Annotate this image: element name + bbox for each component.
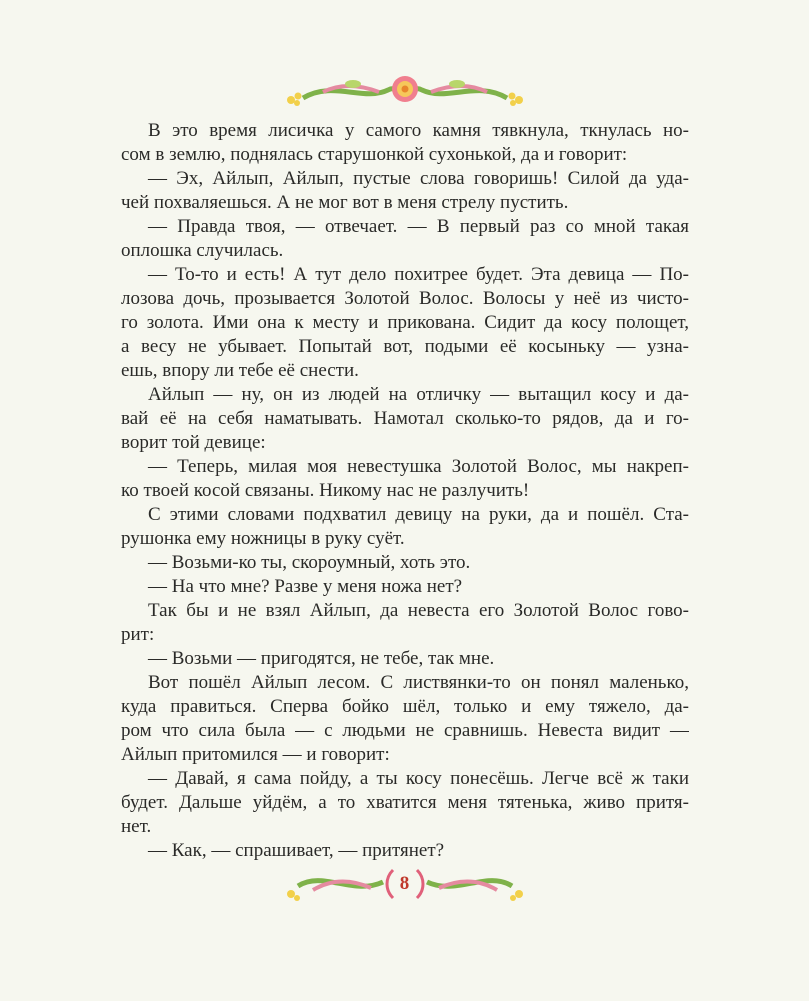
text-line: В это время лисичка у самого камня тявкнула, ткнулась но- (148, 120, 689, 141)
text-line: будет. Дальше уйдём, а то хватится меня тятенька, живо притя- (121, 792, 689, 813)
text-line: рит: (121, 624, 155, 645)
text-line: куда правиться. Сперва бойко шёл, только и ему тяжело, да- (121, 696, 689, 717)
text-line: ешь, впору ли тебе её снести. (121, 360, 359, 381)
text-line: го золота. Ими она к месту и прикована. Сидит да косу полощет, (121, 312, 689, 333)
text-line: — Возьми-ко ты, скороумный, хоть это. (148, 552, 471, 573)
text-line: — Возьми — пригодятся, не тебе, так мне. (148, 648, 495, 669)
text-line: ром что сила была — с людьми не сравнишь. Невеста видит — (121, 720, 689, 741)
text-line: — Давай, я сама пойду, а ты косу понесёшь. Легче всё ж таки (148, 768, 689, 789)
text-line: ко твоей косой связаны. Никому нас не разлучить! (121, 480, 530, 501)
text-line: сом в землю, поднялась старушонкой сухонькой, да и говорит: (121, 144, 628, 165)
text-line: — То-то и есть! А тут дело похитрее будет. Эта девица — По- (148, 264, 689, 285)
top-floral-ornament (283, 72, 527, 108)
text-line: — Теперь, милая моя невестушка Золотой Волос, мы накреп- (148, 456, 689, 477)
text-line: чей похваляешься. А не мог вот в меня стрелу пустить. (121, 192, 569, 213)
text-line: рушонка ему ножницы в руку суёт. (121, 528, 405, 549)
story-text (121, 119, 689, 863)
text-line: лозова дочь, прозывается Золотой Волос. Волосы у неё из чисто- (121, 288, 689, 309)
text-line: нет. (121, 816, 152, 837)
text-line: — На что мне? Разве у меня ножа нет? (148, 576, 463, 597)
text-line: ворит той девице: (121, 432, 266, 453)
text-line: Айлып притомился — и говорит: (121, 744, 390, 765)
text-line: Айлып — ну, он из людей на отличку — вытащил косу и да- (148, 384, 689, 405)
text-line: — Правда твоя, — отвечает. — В первый раз со мной такая (148, 216, 689, 237)
text-line: — Как, — спрашивает, — притянет? (148, 840, 445, 861)
text-line: вай её на себя наматывать. Намотал сколько-то рядов, да и го- (121, 408, 689, 429)
text-line: оплошка случилась. (121, 240, 284, 261)
page-number: 8 (399, 873, 410, 894)
text-line: Так бы и не взял Айлып, да невеста его Золотой Волос гово- (148, 600, 689, 621)
text-line: Вот пошёл Айлып лесом. С листвянки-то он понял маленько, (148, 672, 689, 693)
text-line: а весу не убывает. Попытай вот, подыми её косыньку — узна- (121, 336, 689, 357)
text-line: С этими словами подхватил девицу на руки, да и пошёл. Ста- (148, 504, 689, 525)
text-line: — Эх, Айлып, Айлып, пустые слова говоришь! Силой да уда- (148, 168, 689, 189)
